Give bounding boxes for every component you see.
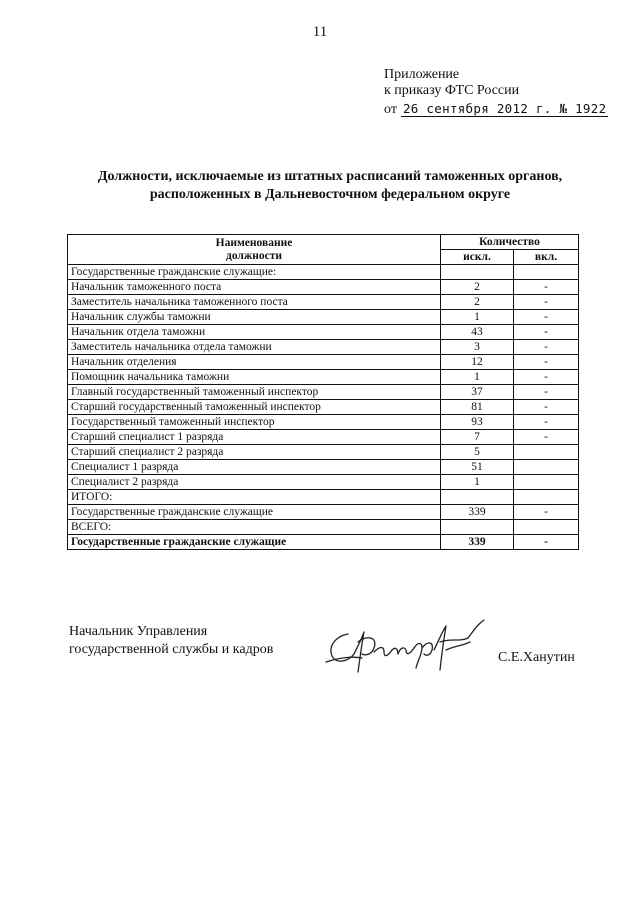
row-excl: 12 bbox=[441, 355, 514, 370]
handwritten-signature bbox=[318, 612, 493, 682]
table-row bbox=[68, 415, 579, 430]
row-excl: 5 bbox=[441, 445, 514, 460]
row-excl: 2 bbox=[441, 295, 514, 310]
vsego-label: ВСЕГО: bbox=[68, 520, 441, 535]
vsego-row bbox=[68, 535, 579, 550]
row-incl: - bbox=[514, 325, 579, 340]
row-excl: 43 bbox=[441, 325, 514, 340]
row-incl bbox=[514, 475, 579, 490]
itogo-label-row bbox=[68, 490, 579, 505]
page-number: 11 bbox=[312, 24, 328, 40]
section-label: Государственные гражданские служащие: bbox=[68, 265, 441, 280]
vsego-label-incl-cell bbox=[514, 520, 579, 535]
table-row bbox=[68, 400, 579, 415]
itogo-label: ИТОГО: bbox=[68, 490, 441, 505]
row-name: Начальник отделения bbox=[68, 355, 441, 370]
table-row bbox=[68, 370, 579, 385]
section-incl-cell bbox=[514, 265, 579, 280]
itogo-row bbox=[68, 505, 579, 520]
row-incl: - bbox=[514, 430, 579, 445]
itogo-incl: - bbox=[514, 505, 579, 520]
vsego-name: Государственные гражданские служащие bbox=[68, 535, 441, 550]
vsego-incl: - bbox=[514, 535, 579, 550]
row-incl: - bbox=[514, 370, 579, 385]
row-incl: - bbox=[514, 295, 579, 310]
table-row bbox=[68, 475, 579, 490]
row-incl: - bbox=[514, 355, 579, 370]
section-excl-cell bbox=[441, 265, 514, 280]
vsego-label-row bbox=[68, 520, 579, 535]
signatory-role-line-1: Начальник Управления bbox=[69, 624, 208, 639]
row-name: Старший специалист 1 разряда bbox=[68, 430, 441, 445]
table-row bbox=[68, 310, 579, 325]
appendix-block bbox=[384, 67, 608, 118]
header-position-name bbox=[68, 235, 441, 265]
header-quantity: Количество bbox=[441, 235, 579, 250]
row-name: Специалист 1 разряда bbox=[68, 460, 441, 475]
row-name: Старший специалист 2 разряда bbox=[68, 445, 441, 460]
row-excl: 1 bbox=[441, 310, 514, 325]
row-incl: - bbox=[514, 280, 579, 295]
table-row bbox=[68, 445, 579, 460]
table-row bbox=[68, 280, 579, 295]
positions-table bbox=[67, 234, 579, 550]
row-name: Государственный таможенный инспектор bbox=[68, 415, 441, 430]
order-date-number: 26 сентября 2012 г. № 1922 bbox=[402, 101, 607, 116]
row-excl: 93 bbox=[441, 415, 514, 430]
table-row bbox=[68, 460, 579, 475]
row-name: Начальник отдела таможни bbox=[68, 325, 441, 340]
document-title-line-1: Должности, исключаемые из штатных расписаний таможенных органов, bbox=[97, 169, 563, 184]
row-excl: 1 bbox=[441, 370, 514, 385]
table-row bbox=[68, 430, 579, 445]
appendix-order-ref: к приказу ФТС России bbox=[384, 83, 520, 98]
document-title-line-2: расположенных в Дальневосточном федеральном округе bbox=[149, 187, 511, 202]
row-name: Заместитель начальника таможенного поста bbox=[68, 295, 441, 310]
row-excl: 3 bbox=[441, 340, 514, 355]
signatory-role-line-2: государственной службы и кадров bbox=[69, 642, 274, 657]
document-title bbox=[70, 168, 590, 204]
section-row bbox=[68, 265, 579, 280]
vsego-excl: 339 bbox=[441, 535, 514, 550]
row-excl: 7 bbox=[441, 430, 514, 445]
signatory-name: С.Е.Ханутин bbox=[498, 650, 575, 665]
table-row bbox=[68, 355, 579, 370]
row-incl: - bbox=[514, 415, 579, 430]
itogo-name: Государственные гражданские служащие bbox=[68, 505, 441, 520]
signatory-role bbox=[69, 623, 273, 659]
row-excl: 37 bbox=[441, 385, 514, 400]
table-row bbox=[68, 295, 579, 310]
table-row bbox=[68, 340, 579, 355]
header-name-line-2: должности bbox=[226, 249, 282, 262]
row-incl: - bbox=[514, 400, 579, 415]
row-name: Старший государственный таможенный инспектор bbox=[68, 400, 441, 415]
row-incl bbox=[514, 445, 579, 460]
order-date-line bbox=[384, 101, 608, 118]
row-name: Главный государственный таможенный инспектор bbox=[68, 385, 441, 400]
row-name: Заместитель начальника отдела таможни bbox=[68, 340, 441, 355]
row-incl: - bbox=[514, 385, 579, 400]
itogo-label-excl-cell bbox=[441, 490, 514, 505]
order-prefix: от bbox=[384, 102, 397, 117]
appendix-title: Приложение bbox=[384, 67, 460, 82]
row-name: Начальник таможенного поста bbox=[68, 280, 441, 295]
row-name: Специалист 2 разряда bbox=[68, 475, 441, 490]
row-excl: 2 bbox=[441, 280, 514, 295]
table-body bbox=[68, 265, 579, 550]
vsego-label-excl-cell bbox=[441, 520, 514, 535]
row-incl: - bbox=[514, 340, 579, 355]
itogo-excl: 339 bbox=[441, 505, 514, 520]
row-name: Начальник службы таможни bbox=[68, 310, 441, 325]
header-included: вкл. bbox=[514, 250, 579, 265]
itogo-label-incl-cell bbox=[514, 490, 579, 505]
table-row bbox=[68, 325, 579, 340]
row-excl: 81 bbox=[441, 400, 514, 415]
row-incl bbox=[514, 460, 579, 475]
row-incl: - bbox=[514, 310, 579, 325]
row-excl: 1 bbox=[441, 475, 514, 490]
header-excluded: искл. bbox=[441, 250, 514, 265]
row-name: Помощник начальника таможни bbox=[68, 370, 441, 385]
table-row bbox=[68, 385, 579, 400]
header-name-line-1: Наименование bbox=[215, 236, 293, 249]
row-excl: 51 bbox=[441, 460, 514, 475]
